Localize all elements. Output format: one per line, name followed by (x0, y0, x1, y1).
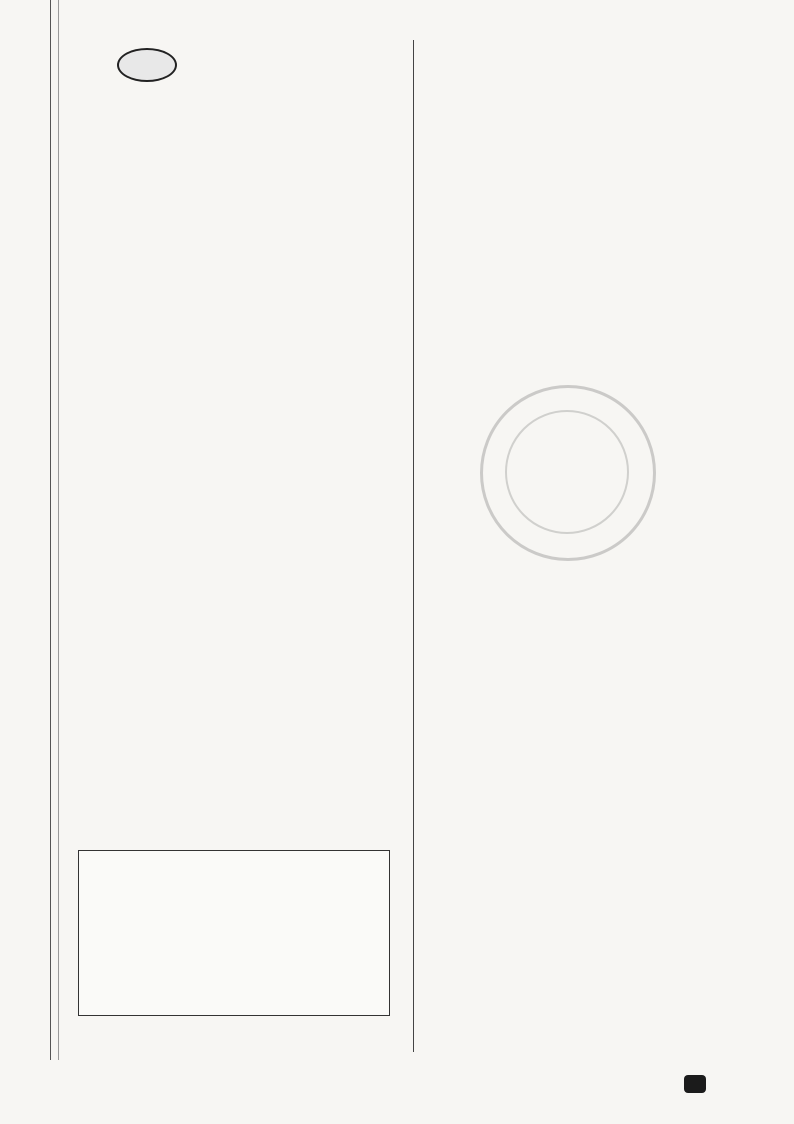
options-box (78, 850, 390, 1016)
binding-margin-line-inner (58, 0, 59, 1060)
camscanner-logo-icon (684, 1075, 706, 1093)
paper-number-badge (117, 48, 177, 82)
column-divider (413, 40, 414, 1052)
binding-margin-line (50, 0, 51, 1060)
watermark-seal-inner (505, 410, 629, 534)
